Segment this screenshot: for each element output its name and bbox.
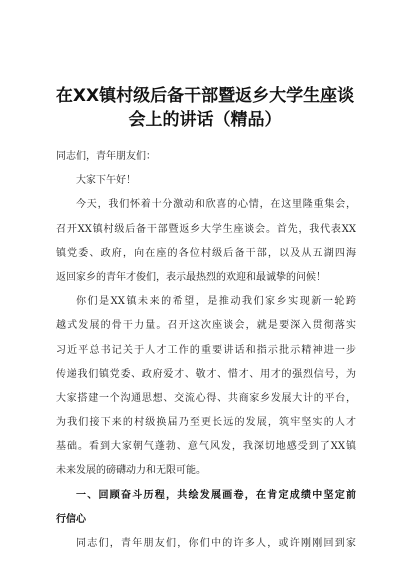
- title-line-1: 在XX镇村级后备干部暨返乡大学生座谈: [55, 86, 355, 106]
- document-title: [0, 84, 410, 132]
- paragraph-2-line: 传递我们镇党委、政府爱才、敬才、惜才、用才的强烈信号，为: [56, 368, 356, 380]
- title-line-2: 会上的讲话（精品）: [128, 110, 282, 130]
- paragraph-2-line: 越式发展的骨干力量。召开这次座谈会，就是要深入贯彻落实: [56, 320, 356, 332]
- paragraph-2-line: 未来发展的磅礴动力和无限可能。: [56, 465, 206, 477]
- document-body: [56, 145, 356, 556]
- paragraph-2-line: 大家搭建一个沟通思想、交流心得、共商家乡发展大计的平台，: [56, 392, 356, 404]
- section-heading: 一、回顾奋斗历程，共绘发展画卷，在肯定成绩中坚定前: [76, 489, 356, 501]
- paragraph-1-line: 返回家乡的青年才俊们，表示最热烈的欢迎和最诚挚的问候！: [56, 271, 326, 283]
- paragraph-2-line: 基础。看到大家朝气蓬勃、意气风发，我深切地感受到了XX镇: [56, 441, 356, 453]
- paragraph-1-line: 召开XX镇村级后备干部暨返乡大学生座谈会。首先，我代表XX: [56, 223, 356, 235]
- greeting: 大家下午好！: [76, 175, 136, 187]
- paragraph-3-line: 同志们，青年朋友们，你们中的许多人，或许刚刚回到家: [76, 538, 356, 549]
- section-heading: 行信心: [56, 513, 86, 525]
- paragraph-2-line: 为我们接下来的村级换届乃至更长远的发展，筑牢坚实的人才: [56, 417, 356, 429]
- paragraph-1-line: 今天，我们怀着十分激动和欣喜的心情，在这里隆重集会，: [76, 199, 356, 211]
- paragraph-2-line: 习近平总书记关于人才工作的重要讲话和指示批示精神进一步: [56, 344, 356, 356]
- salutation: 同志们，青年朋友们：: [56, 151, 156, 162]
- paragraph-1-line: 镇党委、政府，向在座的各位村级后备干部，以及从五湖四海: [56, 247, 356, 259]
- paragraph-2-line: 你们是XX镇未来的希望，是推动我们家乡实现新一轮跨: [76, 296, 356, 308]
